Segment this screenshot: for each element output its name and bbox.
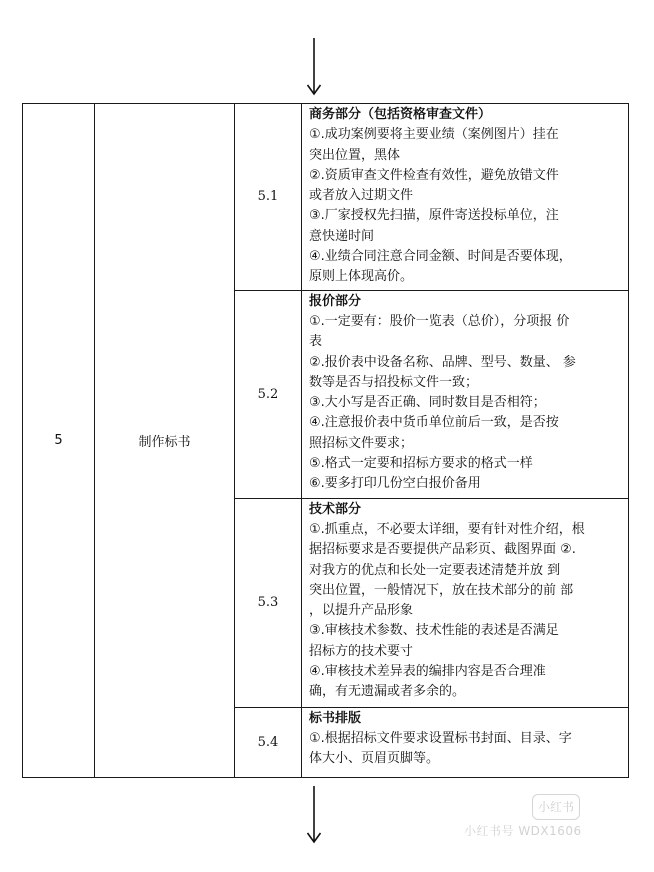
description-line: ③.厂家授权先扫描，原件寄送投标单位，注 (309, 208, 559, 224)
sub-step-number: 5.3 (235, 498, 302, 707)
description-line: 据招标要求是否要提供产品彩页、截图界面 ②. (309, 542, 576, 558)
flow-arrow-down-icon (306, 786, 322, 844)
sub-step-number: 5.4 (235, 707, 302, 777)
description-line: ⑤.格式一定要和招标方要求的格式一样 (309, 456, 533, 472)
description-line: ①.根据招标文件要求设置标书封面、目录、字 (309, 730, 572, 746)
description-line: ，以提升产品形象 (309, 603, 414, 619)
watermark-text: 小红书号 WDX1606 (464, 824, 582, 838)
description-line: 意快递时间 (309, 228, 375, 244)
description-line: 突出位置，黑体 (309, 147, 401, 163)
description-line: ⑥.要多打印几份空白报价备用 (309, 476, 481, 492)
description-line: ③.审核技术参数、技术性能的表述是否满足 (309, 623, 559, 639)
sub-step-number: 5.2 (235, 290, 302, 498)
description-line: 表 (309, 334, 323, 350)
description-line: 确，有无遗漏或者多余的。 (309, 684, 466, 700)
description-line: ④.业绩合同注意合同金额、时间是否要体现， (309, 249, 572, 265)
section-title: 标书排版 (309, 710, 362, 726)
description-line: ④.注意报价表中货币单位前后一致，是否按 (309, 415, 559, 431)
table-row (23, 104, 629, 291)
task-name: 制作标书 (95, 104, 235, 778)
description-line: 或者放入过期文件 (309, 188, 414, 204)
description-line: ①.抓重点，不必要太详细，要有针对性介绍，根 (309, 521, 585, 537)
process-table (22, 103, 629, 778)
sub-step-description (302, 290, 629, 498)
step-number: 5 (23, 104, 95, 778)
section-title: 技术部分 (309, 501, 362, 517)
description-line: 突出位置，一般情况下，放在技术部分的前 部 (309, 582, 574, 598)
sub-step-description (302, 707, 629, 777)
description-line: ②.报价表中设备名称、品牌、型号、数量、 参 (309, 354, 576, 370)
description-line: ②.资质审查文件检查有效性，避免放错文件 (309, 167, 559, 183)
description-line: 对我方的优点和长处一定要表述清楚并放 到 (309, 562, 561, 578)
section-title: 商务部分（包括资格审查文件） (309, 107, 492, 122)
sub-step-description (302, 498, 629, 707)
section-title: 报价部分 (309, 293, 362, 309)
description-line: ④.审核技术差异表的编排内容是否合理准 (309, 664, 546, 680)
description-line: 数等是否与招投标文件一致； (309, 374, 479, 390)
sub-step-description (302, 104, 629, 291)
description-line: 体大小、页眉页脚等。 (309, 751, 440, 767)
description-line: ①.成功案例要将主要业绩（案例图片）挂在 (309, 127, 559, 143)
description-line: ①.一定要有：股价一览表（总价），分项报 价 (309, 313, 570, 329)
description-line: 原则上体现高价。 (309, 269, 414, 285)
flow-arrow-down-icon (306, 38, 322, 96)
description-line: ③.大小写是否正确、同时数目是否相符； (309, 395, 546, 411)
watermark-logo: 小红书 (532, 794, 580, 820)
sub-step-number: 5.1 (235, 104, 302, 291)
description-line: 招标方的技术要寸 (309, 643, 414, 659)
description-line: 照招标文件要求； (309, 435, 414, 451)
